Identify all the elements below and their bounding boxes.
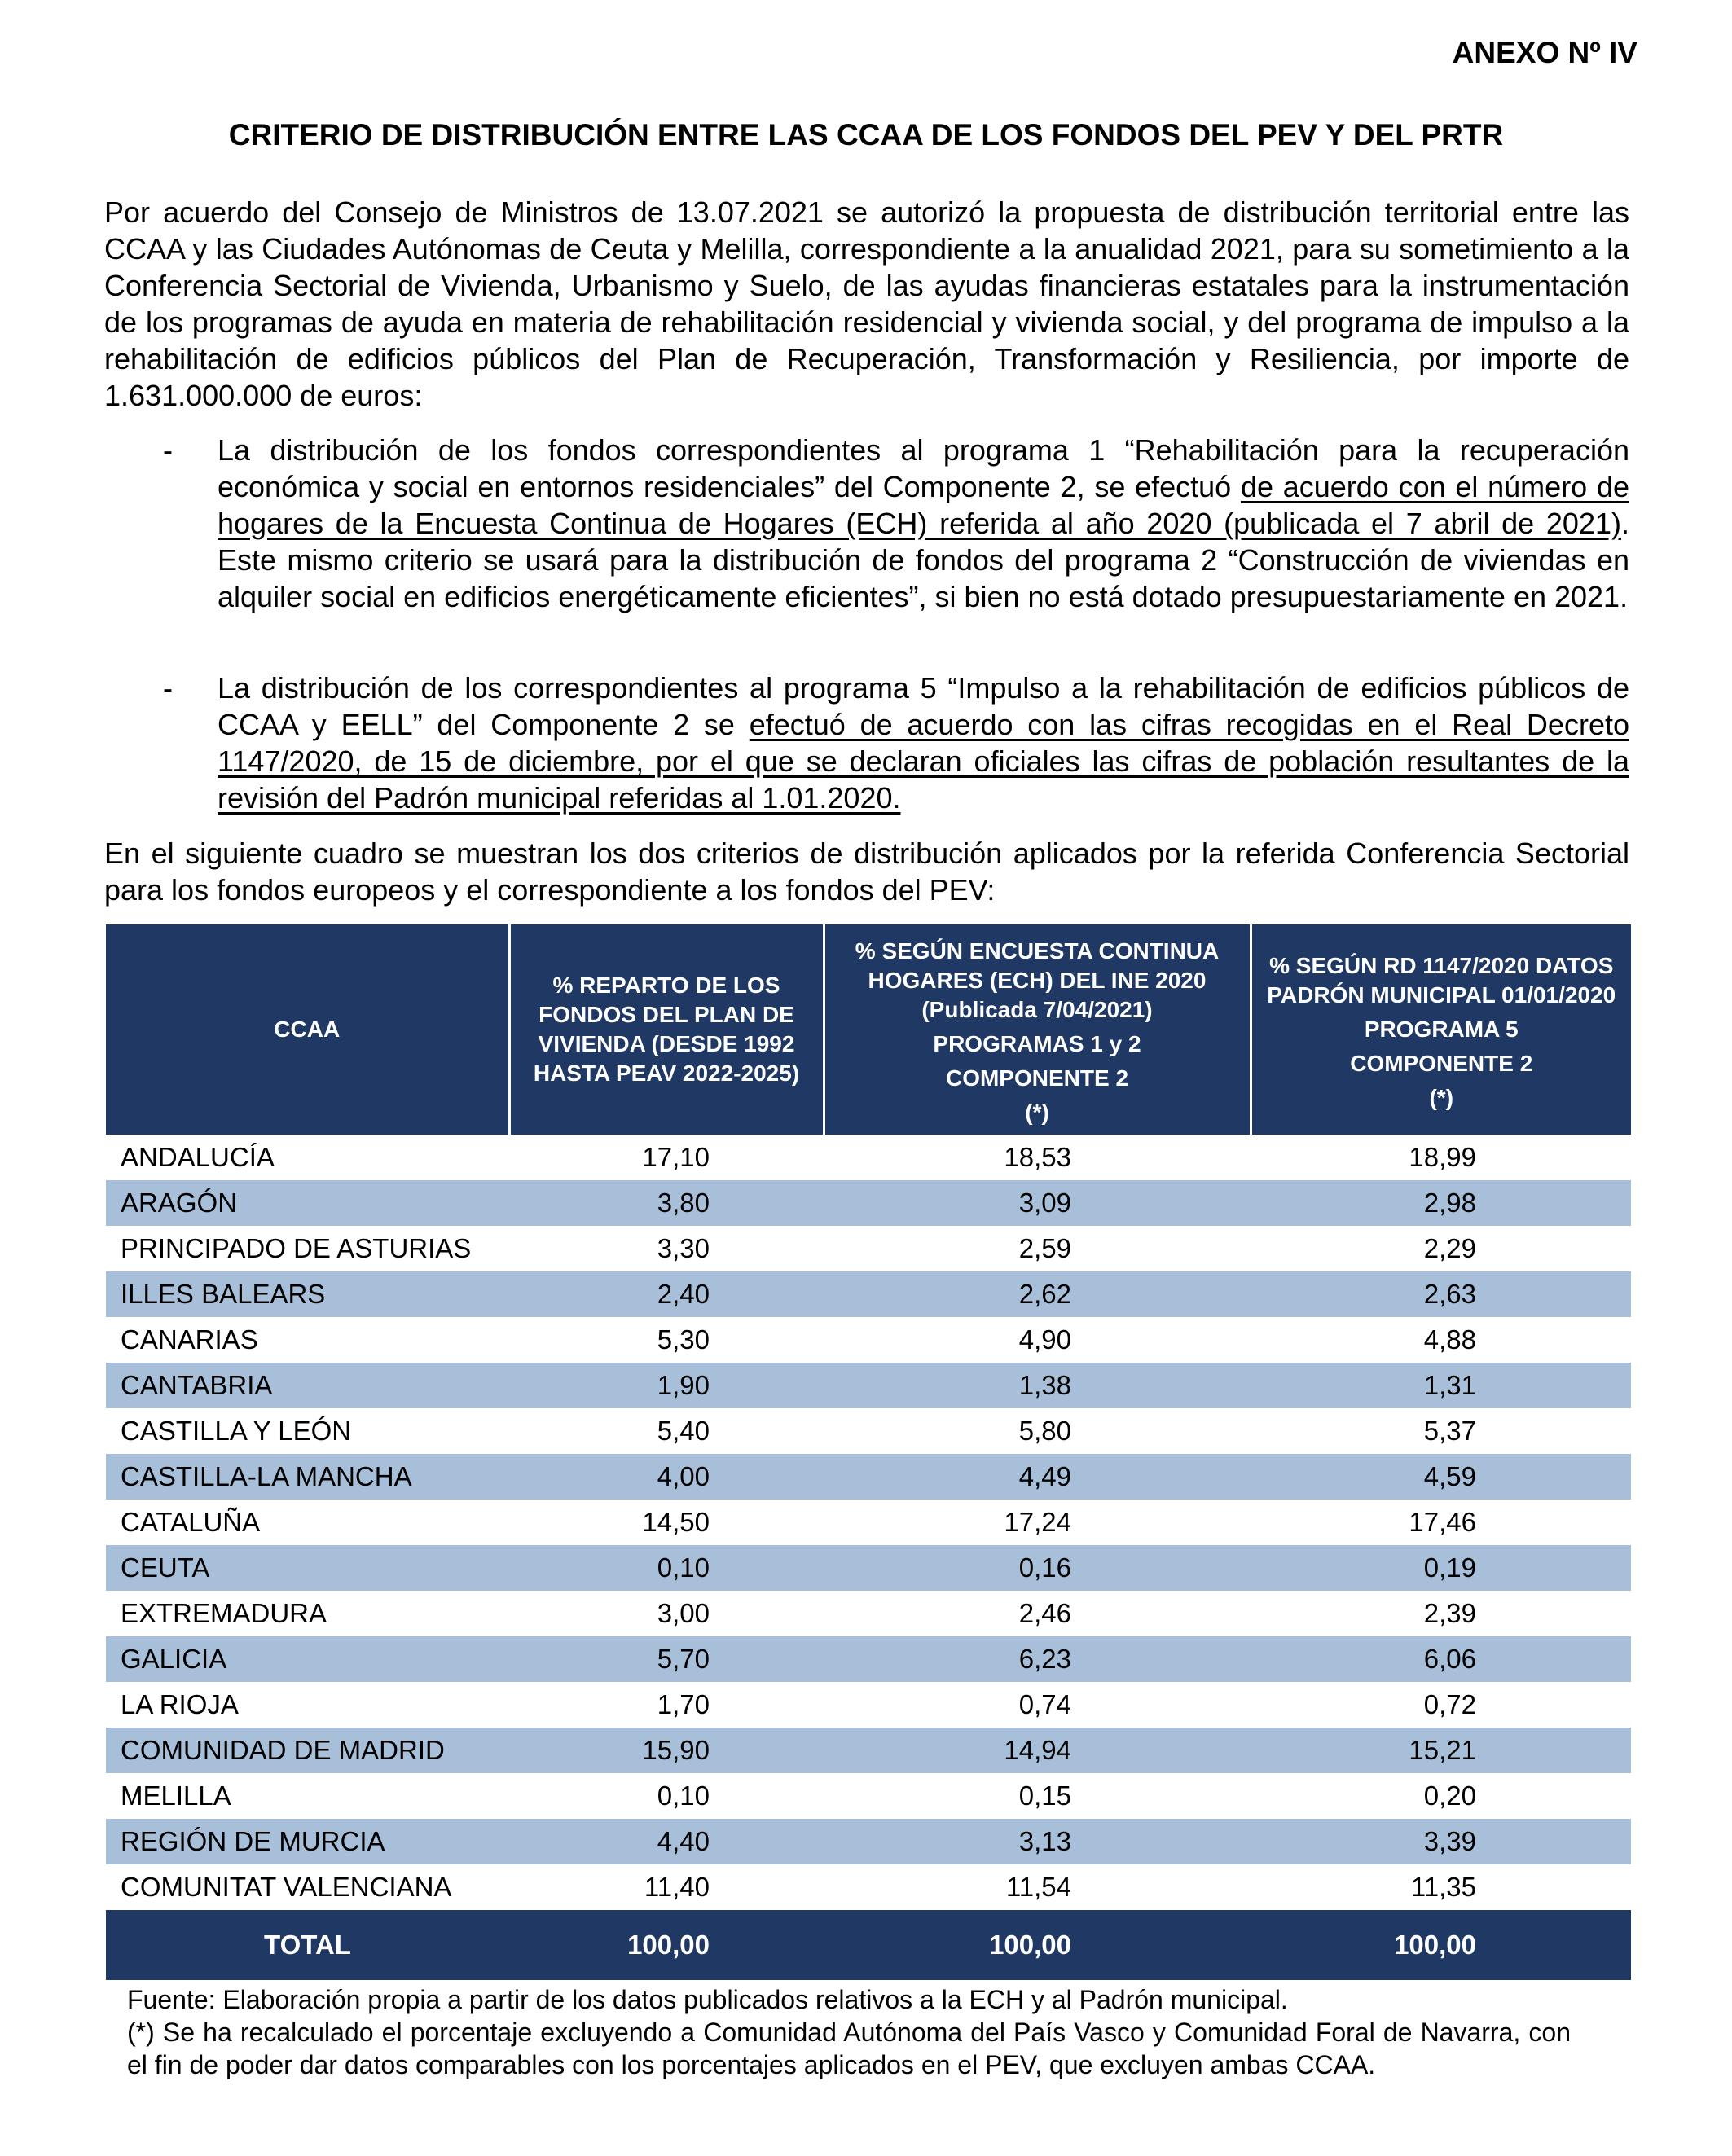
ech-value-cell: 6,23: [824, 1636, 1251, 1682]
rd-value-cell: 2,29: [1423, 1233, 1476, 1263]
rd-value-cell: 4,59: [1251, 1454, 1631, 1500]
ccaa-name-cell: EXTREMADURA: [121, 1598, 327, 1628]
header-rd-program: PROGRAMA 5: [1364, 1017, 1519, 1042]
ccaa-name-cell: MELILLA: [121, 1781, 231, 1811]
table-body: [106, 1135, 1631, 1910]
header-pev: % REPARTO DE LOS FONDOS DEL PLAN DE VIVIENDA (DESDE 1992 HASTA PEAV 2022-2025): [509, 924, 824, 1135]
pev-value-cell: 4,00: [509, 1454, 824, 1500]
table-row: [106, 1500, 1631, 1545]
header-rd-component: COMPONENTE 2: [1350, 1051, 1533, 1076]
ech-value-cell: 14,94: [824, 1728, 1251, 1773]
ccaa-name-cell: CASTILLA Y LEÓN: [121, 1416, 352, 1446]
pev-value-cell: 0,10: [657, 1781, 710, 1811]
ccaa-name-cell: REGIÓN DE MURCIA: [106, 1819, 509, 1864]
rd-value-cell: 0,19: [1251, 1545, 1631, 1591]
ech-value-cell: 2,59: [1018, 1233, 1071, 1263]
table-header-row: [106, 924, 1631, 1135]
table-row: [106, 1135, 1631, 1180]
total-label: TOTAL: [106, 1910, 509, 1980]
pev-value-cell: 17,10: [642, 1142, 710, 1172]
total-pev: 100,00: [509, 1910, 824, 1980]
ccaa-name-cell: PRINCIPADO DE ASTURIAS: [121, 1233, 472, 1263]
table-row: [106, 1271, 1631, 1317]
ech-value-cell: 2,62: [824, 1271, 1251, 1317]
rd-value-cell: 18,99: [1409, 1142, 1476, 1172]
table-row: [106, 1636, 1631, 1682]
ech-value-cell: 17,24: [1004, 1507, 1071, 1537]
ech-value-cell: 5,80: [1018, 1416, 1071, 1446]
rd-value-cell: 0,72: [1423, 1689, 1476, 1719]
bullet-text-post: . Este mismo criterio se usará para la distribución de fondos del programa 2 “Construcción de viviendas en alquiler social en edificios energéticamente eficientes”, si bien no está dotado presupuestariamente en 2021.: [218, 507, 1629, 613]
pev-value-cell: 5,30: [657, 1324, 710, 1355]
pev-value-cell: 1,70: [657, 1689, 710, 1719]
pev-value-cell: 5,70: [509, 1636, 824, 1682]
header-rd-main: % SEGÚN RD 1147/2020 DATOS PADRÓN MUNICIPAL 01/01/2020: [1267, 953, 1616, 1008]
table-row: [106, 1773, 1631, 1819]
ccaa-name-cell: ILLES BALEARS: [106, 1271, 509, 1317]
bullet-text: [218, 670, 1629, 816]
header-rd: [1251, 924, 1631, 1135]
pev-value-cell: 0,10: [509, 1545, 824, 1591]
pev-value-cell: 3,80: [509, 1180, 824, 1226]
ech-value-cell: 3,13: [824, 1819, 1251, 1864]
table-row: [106, 1317, 1631, 1363]
pev-value-cell: 11,40: [644, 1872, 710, 1902]
table-row: [106, 1728, 1631, 1773]
ccaa-name-cell: CANTABRIA: [106, 1363, 509, 1408]
table-notes: [127, 1983, 1571, 2081]
header-rd-note: (*): [1429, 1085, 1454, 1110]
ccaa-name-cell: LA RIOJA: [121, 1689, 239, 1719]
header-ech: [824, 924, 1251, 1135]
ccaa-name-cell: ARAGÓN: [106, 1180, 509, 1226]
ech-value-cell: 0,15: [1018, 1781, 1071, 1811]
total-row: [106, 1910, 1631, 1980]
pev-value-cell: 15,90: [509, 1728, 824, 1773]
pev-value-cell: 3,30: [657, 1233, 710, 1263]
ccaa-name-cell: ANDALUCÍA: [121, 1142, 275, 1172]
table-row: [106, 1591, 1631, 1636]
ech-value-cell: 3,09: [824, 1180, 1251, 1226]
rd-value-cell: 0,20: [1423, 1781, 1476, 1811]
ech-value-cell: 1,38: [824, 1363, 1251, 1408]
rd-value-cell: 11,35: [1410, 1872, 1476, 1902]
rd-value-cell: 6,06: [1251, 1636, 1631, 1682]
pev-value-cell: 14,50: [642, 1507, 710, 1537]
table-row: [106, 1408, 1631, 1454]
pev-value-cell: 5,40: [657, 1416, 710, 1446]
rd-value-cell: 17,46: [1409, 1507, 1476, 1537]
source-note: Fuente: Elaboración propia a partir de los datos publicados relativos a la ECH y al Padrón municipal.: [127, 1985, 1288, 2014]
intro-paragraph: Por acuerdo del Consejo de Ministros de 13.07.2021 se autorizó la propuesta de distribución territorial entre las CCAA y las Ciudades Autónomas de Ceuta y Melilla, correspondiente a la anualidad 2021, para su sometimiento a la Conferencia Sectorial de Vivienda, Urbanismo y Suelo, de las ayudas financieras estatales para la instrumentación de los programas de ayuda en materia de rehabilitación residencial y vivienda social, y del programa de impulso a la rehabilitación de edificios públicos del Plan de Recuperación, Transformación y Resiliencia, por importe de 1.631.000.000 de euros:: [104, 195, 1629, 412]
header-ccaa: CCAA: [106, 924, 509, 1135]
annex-label: ANEXO Nº IV: [1452, 36, 1637, 69]
table-row: [106, 1454, 1631, 1500]
ech-value-cell: 18,53: [1004, 1142, 1071, 1172]
ccaa-name-cell: GALICIA: [106, 1636, 509, 1682]
bullet-item-2: [104, 670, 1629, 816]
table-row: [106, 1682, 1631, 1728]
bullet-item-1: [104, 432, 1629, 615]
header-ech-note: (*): [1025, 1100, 1049, 1125]
header-ech-main: % SEGÚN ENCUESTA CONTINUA HOGARES (ECH) DEL INE 2020 (Publicada 7/04/2021): [855, 938, 1220, 1022]
asterisk-note: (*) Se ha recalculado el porcentaje excluyendo a Comunidad Autónoma del País Vasco y Comunidad Foral de Navarra, con el fin de poder dar datos comparables con los porcentajes aplicados en el PEV, que excluyen ambas CCAA.: [127, 2018, 1571, 2079]
rd-value-cell: 1,31: [1251, 1363, 1631, 1408]
pev-value-cell: 4,40: [509, 1819, 824, 1864]
ccaa-name-cell: COMUNITAT VALENCIANA: [121, 1872, 452, 1902]
header-ech-programs: PROGRAMAS 1 y 2: [933, 1031, 1141, 1056]
bullet-dash: -: [163, 433, 173, 467]
ech-value-cell: 11,54: [1005, 1872, 1071, 1902]
bullet-text: [218, 432, 1629, 615]
pev-value-cell: 1,90: [509, 1363, 824, 1408]
table-row: [106, 1226, 1631, 1271]
distribution-table: [106, 924, 1631, 1980]
rd-value-cell: 15,21: [1251, 1728, 1631, 1773]
total-ech: 100,00: [824, 1910, 1251, 1980]
table-row: [106, 1819, 1631, 1864]
pev-value-cell: 3,00: [657, 1598, 710, 1628]
rd-value-cell: 2,39: [1423, 1598, 1476, 1628]
ccaa-name-cell: CEUTA: [106, 1545, 509, 1591]
header-ech-component: COMPONENTE 2: [945, 1065, 1129, 1091]
rd-value-cell: 5,37: [1423, 1416, 1476, 1446]
ech-value-cell: 0,74: [1018, 1689, 1071, 1719]
ech-value-cell: 0,16: [824, 1545, 1251, 1591]
pev-value-cell: 2,40: [509, 1271, 824, 1317]
ccaa-name-cell: CASTILLA-LA MANCHA: [106, 1454, 509, 1500]
rd-value-cell: 3,39: [1251, 1819, 1631, 1864]
bullet-text-pre: La distribución de los correspondientes al programa 5 “Impulso a la rehabilitación de edificios públicos de CCAA y EELL” del Componente 2 se: [218, 671, 1629, 741]
ech-value-cell: 4,49: [824, 1454, 1251, 1500]
table-row: [106, 1180, 1631, 1226]
total-rd: 100,00: [1251, 1910, 1631, 1980]
ech-value-cell: 4,90: [1018, 1324, 1071, 1355]
ech-value-cell: 2,46: [1018, 1598, 1071, 1628]
ccaa-name-cell: CANARIAS: [121, 1324, 258, 1355]
table-row: [106, 1864, 1631, 1910]
rd-value-cell: 2,98: [1251, 1180, 1631, 1226]
ccaa-name-cell: CATALUÑA: [121, 1507, 261, 1537]
table-intro-paragraph: En el siguiente cuadro se muestran los dos criterios de distribución aplicados por la referida Conferencia Sectorial para los fondos europeos y el correspondiente a los fondos del PEV:: [104, 836, 1629, 907]
table-row: [106, 1545, 1631, 1591]
bullet-dash: -: [163, 671, 173, 705]
bullet-text-underlined: efectuó de acuerdo con las cifras recogidas en el Real Decreto 1147/2020, de 15 de diciembre, por el que se declaran oficiales las cifras de población resultantes de la revisión del Padrón municipal referidas al 1.01.2020.: [218, 708, 1629, 815]
ccaa-name-cell: COMUNIDAD DE MADRID: [106, 1728, 509, 1773]
bullet-text-underlined: de acuerdo con el número de hogares de la Encuesta Continua de Hogares (ECH) referida al año 2020 (publicada el 7 abril de 2021): [218, 470, 1629, 540]
rd-value-cell: 4,88: [1423, 1324, 1476, 1355]
rd-value-cell: 2,63: [1251, 1271, 1631, 1317]
page-title: CRITERIO DE DISTRIBUCIÓN ENTRE LAS CCAA DE LOS FONDOS DEL PEV Y DEL PRTR: [228, 118, 1504, 151]
table-row: [106, 1363, 1631, 1408]
bullet-text-pre: La distribución de los fondos correspondientes al programa 1 “Rehabilitación para la recuperación económica y social en entornos residenciales” del Componente 2, se efectuó: [218, 433, 1629, 503]
